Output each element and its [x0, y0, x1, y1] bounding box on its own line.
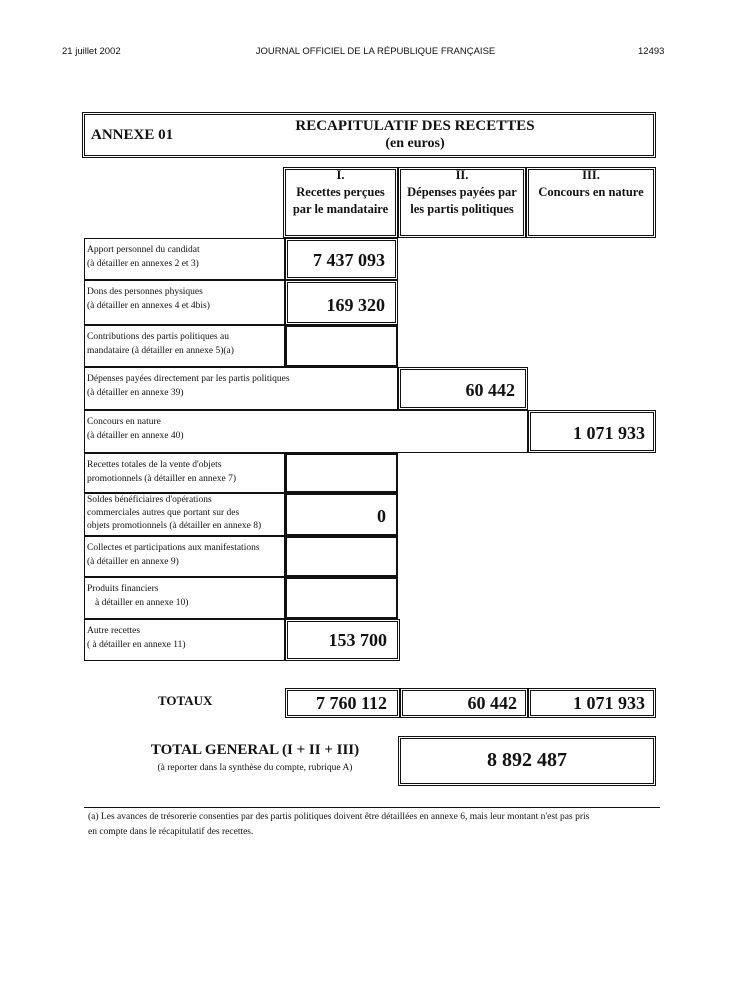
row-label-line: Recettes totales de la vente d'objets — [87, 460, 222, 470]
column-number: III. — [582, 168, 600, 182]
total-cell-1 — [285, 688, 400, 718]
row-label-line: Contributions des partis politiques au — [87, 332, 229, 342]
total-cell-3 — [528, 688, 656, 718]
general-total-subtitle: (à reporter dans la synthèse du compte, rubrique A) — [157, 763, 353, 773]
column-title-line: Concours en nature — [538, 185, 644, 199]
cell-autre-recettes — [285, 619, 400, 661]
general-total-label: TOTAL GENERAL (I + II + III) — [150, 742, 360, 758]
row-label-line: Apport personnel du candidat — [87, 245, 200, 255]
total-value-1: 7 760 112 — [315, 693, 387, 713]
header-journal: JOURNAL OFFICIEL DE LA RÉPUBLIQUE FRANÇAISE — [255, 46, 496, 57]
cell-apport-personnel — [285, 238, 398, 280]
cell-vente-objets — [285, 453, 398, 493]
cell-produits-financiers — [285, 577, 398, 619]
annex-unit: (en euros) — [385, 136, 445, 151]
column-title-line: par le mandataire — [292, 202, 389, 216]
row-label-vente-objets — [84, 453, 285, 493]
column-title-line: Recettes perçues — [296, 185, 385, 199]
column-header-2 — [398, 167, 526, 238]
row-label-line: à détailler en annexe 10) — [95, 598, 189, 608]
footnote — [88, 810, 688, 840]
row-label-line: Soldes bénéficiaires d'opérations — [87, 495, 212, 505]
total-value-2: 60 442 — [467, 693, 517, 713]
column-title-line: Dépenses payées par — [407, 185, 517, 199]
row-label-line: mandataire (à détailler en annexe 5)(a) — [87, 346, 234, 356]
value-depenses-payees: 60 442 — [465, 380, 515, 400]
general-total-value: 8 892 487 — [487, 749, 567, 771]
total-cell-2 — [400, 688, 528, 718]
value-apport-personnel: 7 437 093 — [313, 250, 385, 270]
column-number: II. — [455, 168, 469, 182]
row-label-soldes-beneficiaires — [84, 493, 285, 536]
cell-soldes-beneficiaires — [285, 493, 398, 536]
cell-depenses-payees — [398, 367, 528, 410]
row-label-line: Autre recettes — [87, 626, 141, 636]
totals-label: TOTAUX — [158, 693, 213, 708]
row-label-line: (à détailler en annexes 4 et 4bis) — [87, 301, 210, 311]
general-total-box — [398, 736, 656, 786]
value-soldes-beneficiaires: 0 — [377, 506, 386, 526]
footnote-line: (a) Les avances de trésorerie consenties par des partis politiques doivent être détaillées en annexe 6, mais leur montant n'est pas pris — [88, 812, 590, 822]
row-label-apport-personnel — [84, 238, 285, 280]
header-date: 21 juillet 2002 — [62, 46, 121, 57]
row-label-concours-nature — [84, 410, 528, 453]
row-label-line: Concours en nature — [87, 417, 161, 427]
column-header-1 — [283, 167, 398, 238]
cell-contributions — [285, 325, 398, 367]
value-dons: 169 320 — [326, 295, 385, 315]
value-autre-recettes: 153 700 — [328, 630, 387, 650]
header-page-number: 12493 — [638, 46, 665, 57]
row-label-produits-financiers — [84, 577, 285, 619]
annex-title-box — [82, 112, 656, 158]
row-label-line: Dons des personnes physiques — [87, 287, 203, 297]
footnote-divider — [84, 807, 660, 808]
row-label-line: ( à détailler en annexe 11) — [87, 640, 186, 650]
row-label-depenses-payees — [84, 367, 398, 410]
row-label-line: (à détailler en annexe 9) — [87, 557, 179, 567]
row-label-line: Dépenses payées directement par les partis politiques — [87, 374, 290, 384]
row-label-collectes — [84, 536, 285, 577]
row-label-autre-recettes — [84, 619, 285, 661]
row-label-line: (à détailler en annexes 2 et 3) — [87, 259, 199, 269]
annex-label: ANNEXE 01 — [91, 127, 174, 143]
total-value-3: 1 071 933 — [573, 693, 645, 713]
row-label-line: Collectes et participations aux manifestations — [87, 543, 260, 553]
value-concours-nature: 1 071 933 — [573, 423, 645, 443]
column-header-3 — [526, 167, 656, 238]
row-label-line: commerciales autres que portant sur des — [87, 508, 240, 518]
row-label-line: (à détailler en annexe 40) — [87, 431, 184, 441]
row-label-line: (à détailler en annexe 39) — [87, 388, 184, 398]
cell-collectes — [285, 536, 398, 577]
column-number: I. — [336, 168, 345, 182]
cell-dons — [285, 280, 398, 325]
row-label-contributions — [84, 325, 285, 367]
cell-concours-nature — [528, 410, 656, 453]
row-label-line: objets promotionnels (à détailler en annexe 8) — [87, 521, 262, 531]
row-label-dons — [84, 280, 285, 325]
column-title-line: les partis politiques — [410, 202, 514, 216]
row-label-line: Produits financiers — [87, 584, 159, 594]
annex-title: RECAPITULATIF DES RECETTES — [295, 118, 535, 134]
footnote-line: en compte dans le récapitulatif des recettes. — [88, 827, 254, 837]
row-label-line: promotionnels (à détailler en annexe 7) — [87, 474, 237, 484]
